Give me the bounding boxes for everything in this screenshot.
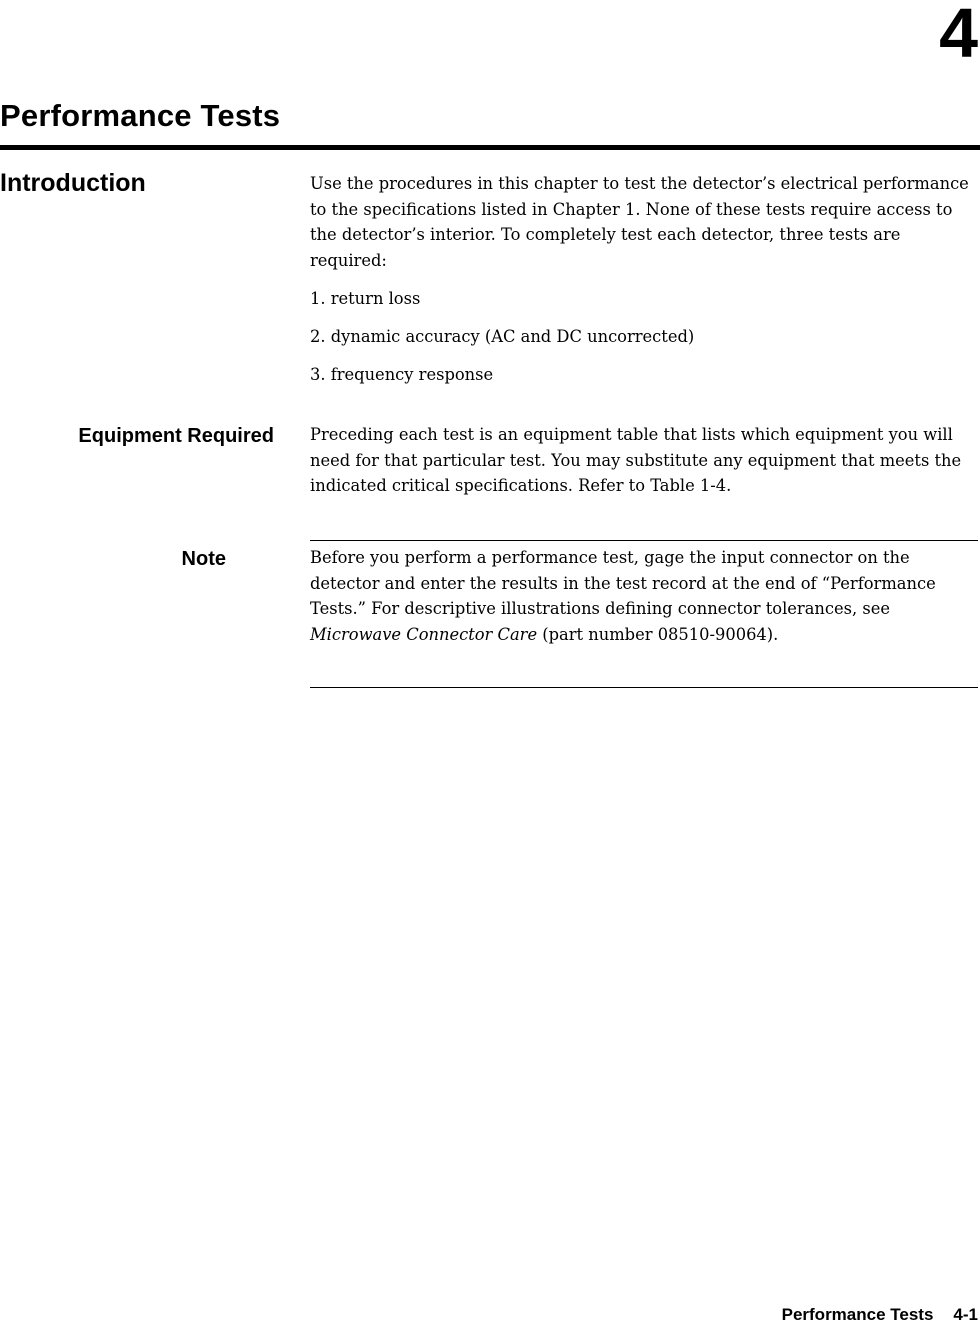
list-item: 3. frequency response — [310, 365, 494, 384]
equipment-required-paragraph: Preceding each test is an equipment table that lists which equipment you will need for that particular test. You may substitute any equipment that meets the indicated critical specifications. Refer to Table 1-4. — [310, 425, 962, 496]
note-bottom-rule — [310, 687, 978, 688]
footer-section: Performance Tests — [781, 1305, 934, 1324]
note-top-rule — [310, 540, 978, 541]
reference-title: Microwave Connector Care — [310, 625, 538, 645]
page-number: 4-1 — [953, 1305, 978, 1324]
introduction-paragraph: Use the procedures in this chapter to test the detector’s electrical performance to the specifications listed in Chapter 1. None of these tests require access to the detector’s interior. To completely test each detector, three tests are required: — [310, 174, 969, 271]
note-text — [310, 545, 960, 648]
list-item: 1. return loss — [310, 289, 421, 308]
chapter-title: Performance Tests — [0, 98, 281, 133]
note-text-before: Before you perform a performance test, gage the input connector on the detector and enter the results in the test record at the end of “Performance Tests.” For descriptive illustrations defining connector tolerances, see — [310, 548, 936, 619]
chapter-number: 4 — [939, 0, 978, 72]
title-rule — [0, 145, 980, 150]
note-heading: Note — [181, 548, 226, 570]
page-footer — [782, 1306, 978, 1323]
introduction-heading: Introduction — [0, 169, 146, 197]
equipment-required-heading: Equipment Required — [78, 425, 274, 447]
note-text-after: (part number 08510-90064). — [537, 625, 779, 645]
list-item: 2. dynamic accuracy (AC and DC uncorrected) — [310, 327, 695, 346]
